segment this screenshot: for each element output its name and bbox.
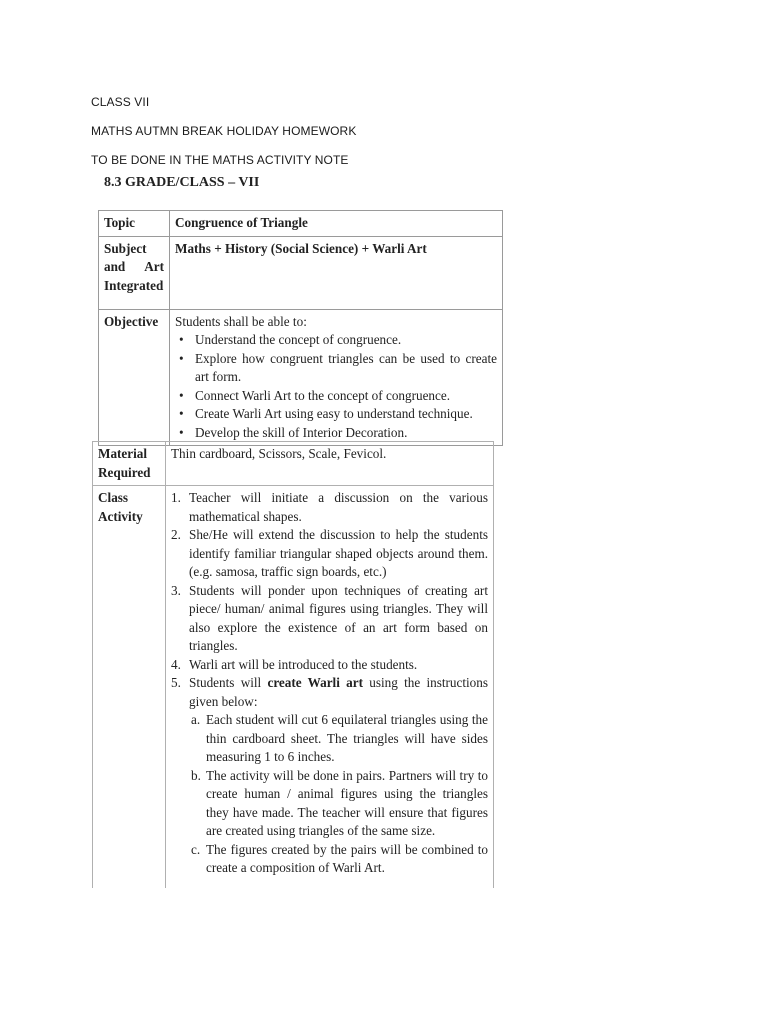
topic-value: Congruence of Triangle bbox=[170, 211, 503, 237]
topic-label: Topic bbox=[99, 211, 170, 237]
objective-intro: Students shall be able to: bbox=[175, 313, 307, 329]
list-item bbox=[189, 767, 488, 841]
sub-step-text: The activity will be done in pairs. Partners will try to create human / animal figures using the triangles they have made. The teacher will ensure that figures are created using triangles of the same size. bbox=[206, 767, 488, 838]
list-item: • Connect Warli Art to the concept of congruence. bbox=[175, 387, 497, 406]
section-title: 8.3 GRADE/CLASS – VII bbox=[104, 175, 260, 190]
subject-label: Subject and Art Integrated bbox=[99, 236, 170, 309]
step-emphasis: create Warli art bbox=[267, 675, 363, 690]
list-item: • Create Warli Art using easy to understand technique. bbox=[175, 405, 497, 424]
material-label: Material Required bbox=[93, 442, 166, 486]
activity-label: Class Activity bbox=[93, 486, 166, 889]
table-row bbox=[93, 486, 494, 889]
class-heading: CLASS VII bbox=[91, 95, 150, 109]
list-item: • Develop the skill of Interior Decoration. bbox=[175, 424, 497, 443]
step-number: 5. bbox=[171, 675, 181, 690]
objective-label: Objective bbox=[99, 309, 170, 446]
step-number: 4. bbox=[171, 656, 181, 672]
sub-step-text: The figures created by the pairs will be combined to create a composition of Warli Art. bbox=[206, 841, 488, 875]
list-item bbox=[171, 526, 488, 582]
list-item bbox=[189, 711, 488, 767]
activity-steps bbox=[171, 489, 488, 878]
objective-list bbox=[175, 331, 497, 442]
step-text: using the instructions given below: bbox=[189, 675, 488, 709]
table-row bbox=[99, 309, 503, 446]
list-item bbox=[171, 582, 488, 656]
material-value: Thin cardboard, Scissors, Scale, Fevicol. bbox=[166, 442, 494, 486]
activity-table bbox=[92, 441, 494, 888]
table-row bbox=[99, 236, 503, 309]
step-text: Students will ponder upon techniques of creating art piece/ human/ animal figures using triangles. They will also explore the existence of an art form based on triangles. bbox=[189, 582, 488, 653]
activity-cell bbox=[166, 486, 494, 889]
instruction-line: TO BE DONE IN THE MATHS ACTIVITY NOTE bbox=[91, 153, 349, 167]
step-text: She/He will extend the discussion to help the students identify familiar triangular shaped objects around them. (e.g. samosa, traffic sign boards, etc.) bbox=[189, 527, 488, 579]
list-item bbox=[171, 674, 488, 878]
sub-step-letter: c. bbox=[191, 841, 201, 857]
step-text: Warli art will be introduced to the students. bbox=[189, 656, 418, 672]
list-item bbox=[189, 841, 488, 878]
homework-title: MATHS AUTMN BREAK HOLIDAY HOMEWORK bbox=[91, 124, 357, 138]
table-row bbox=[99, 211, 503, 237]
step-number: 2. bbox=[171, 527, 181, 542]
subject-value: Maths + History (Social Science) + Warli Art bbox=[170, 236, 503, 309]
objective-cell bbox=[170, 309, 503, 446]
table-row bbox=[93, 442, 494, 486]
sub-step-letter: b. bbox=[191, 767, 201, 783]
sub-steps bbox=[189, 711, 488, 878]
list-item: • Understand the concept of congruence. bbox=[175, 331, 497, 350]
list-item bbox=[171, 656, 488, 675]
sub-step-letter: a. bbox=[191, 712, 201, 727]
sub-step-text: Each student will cut 6 equilateral triangles using the thin cardboard sheet. The triangles will have sides measuring 1 to 6 inches. bbox=[206, 712, 488, 764]
topic-table bbox=[98, 210, 503, 446]
step-text: Teacher will initiate a discussion on the various mathematical shapes. bbox=[189, 490, 488, 524]
step-text: Students will bbox=[189, 675, 268, 690]
list-item bbox=[171, 489, 488, 526]
step-number: 1. bbox=[171, 490, 181, 505]
step-number: 3. bbox=[171, 582, 181, 598]
list-item: • Explore how congruent triangles can be used to create art form. bbox=[175, 350, 497, 387]
